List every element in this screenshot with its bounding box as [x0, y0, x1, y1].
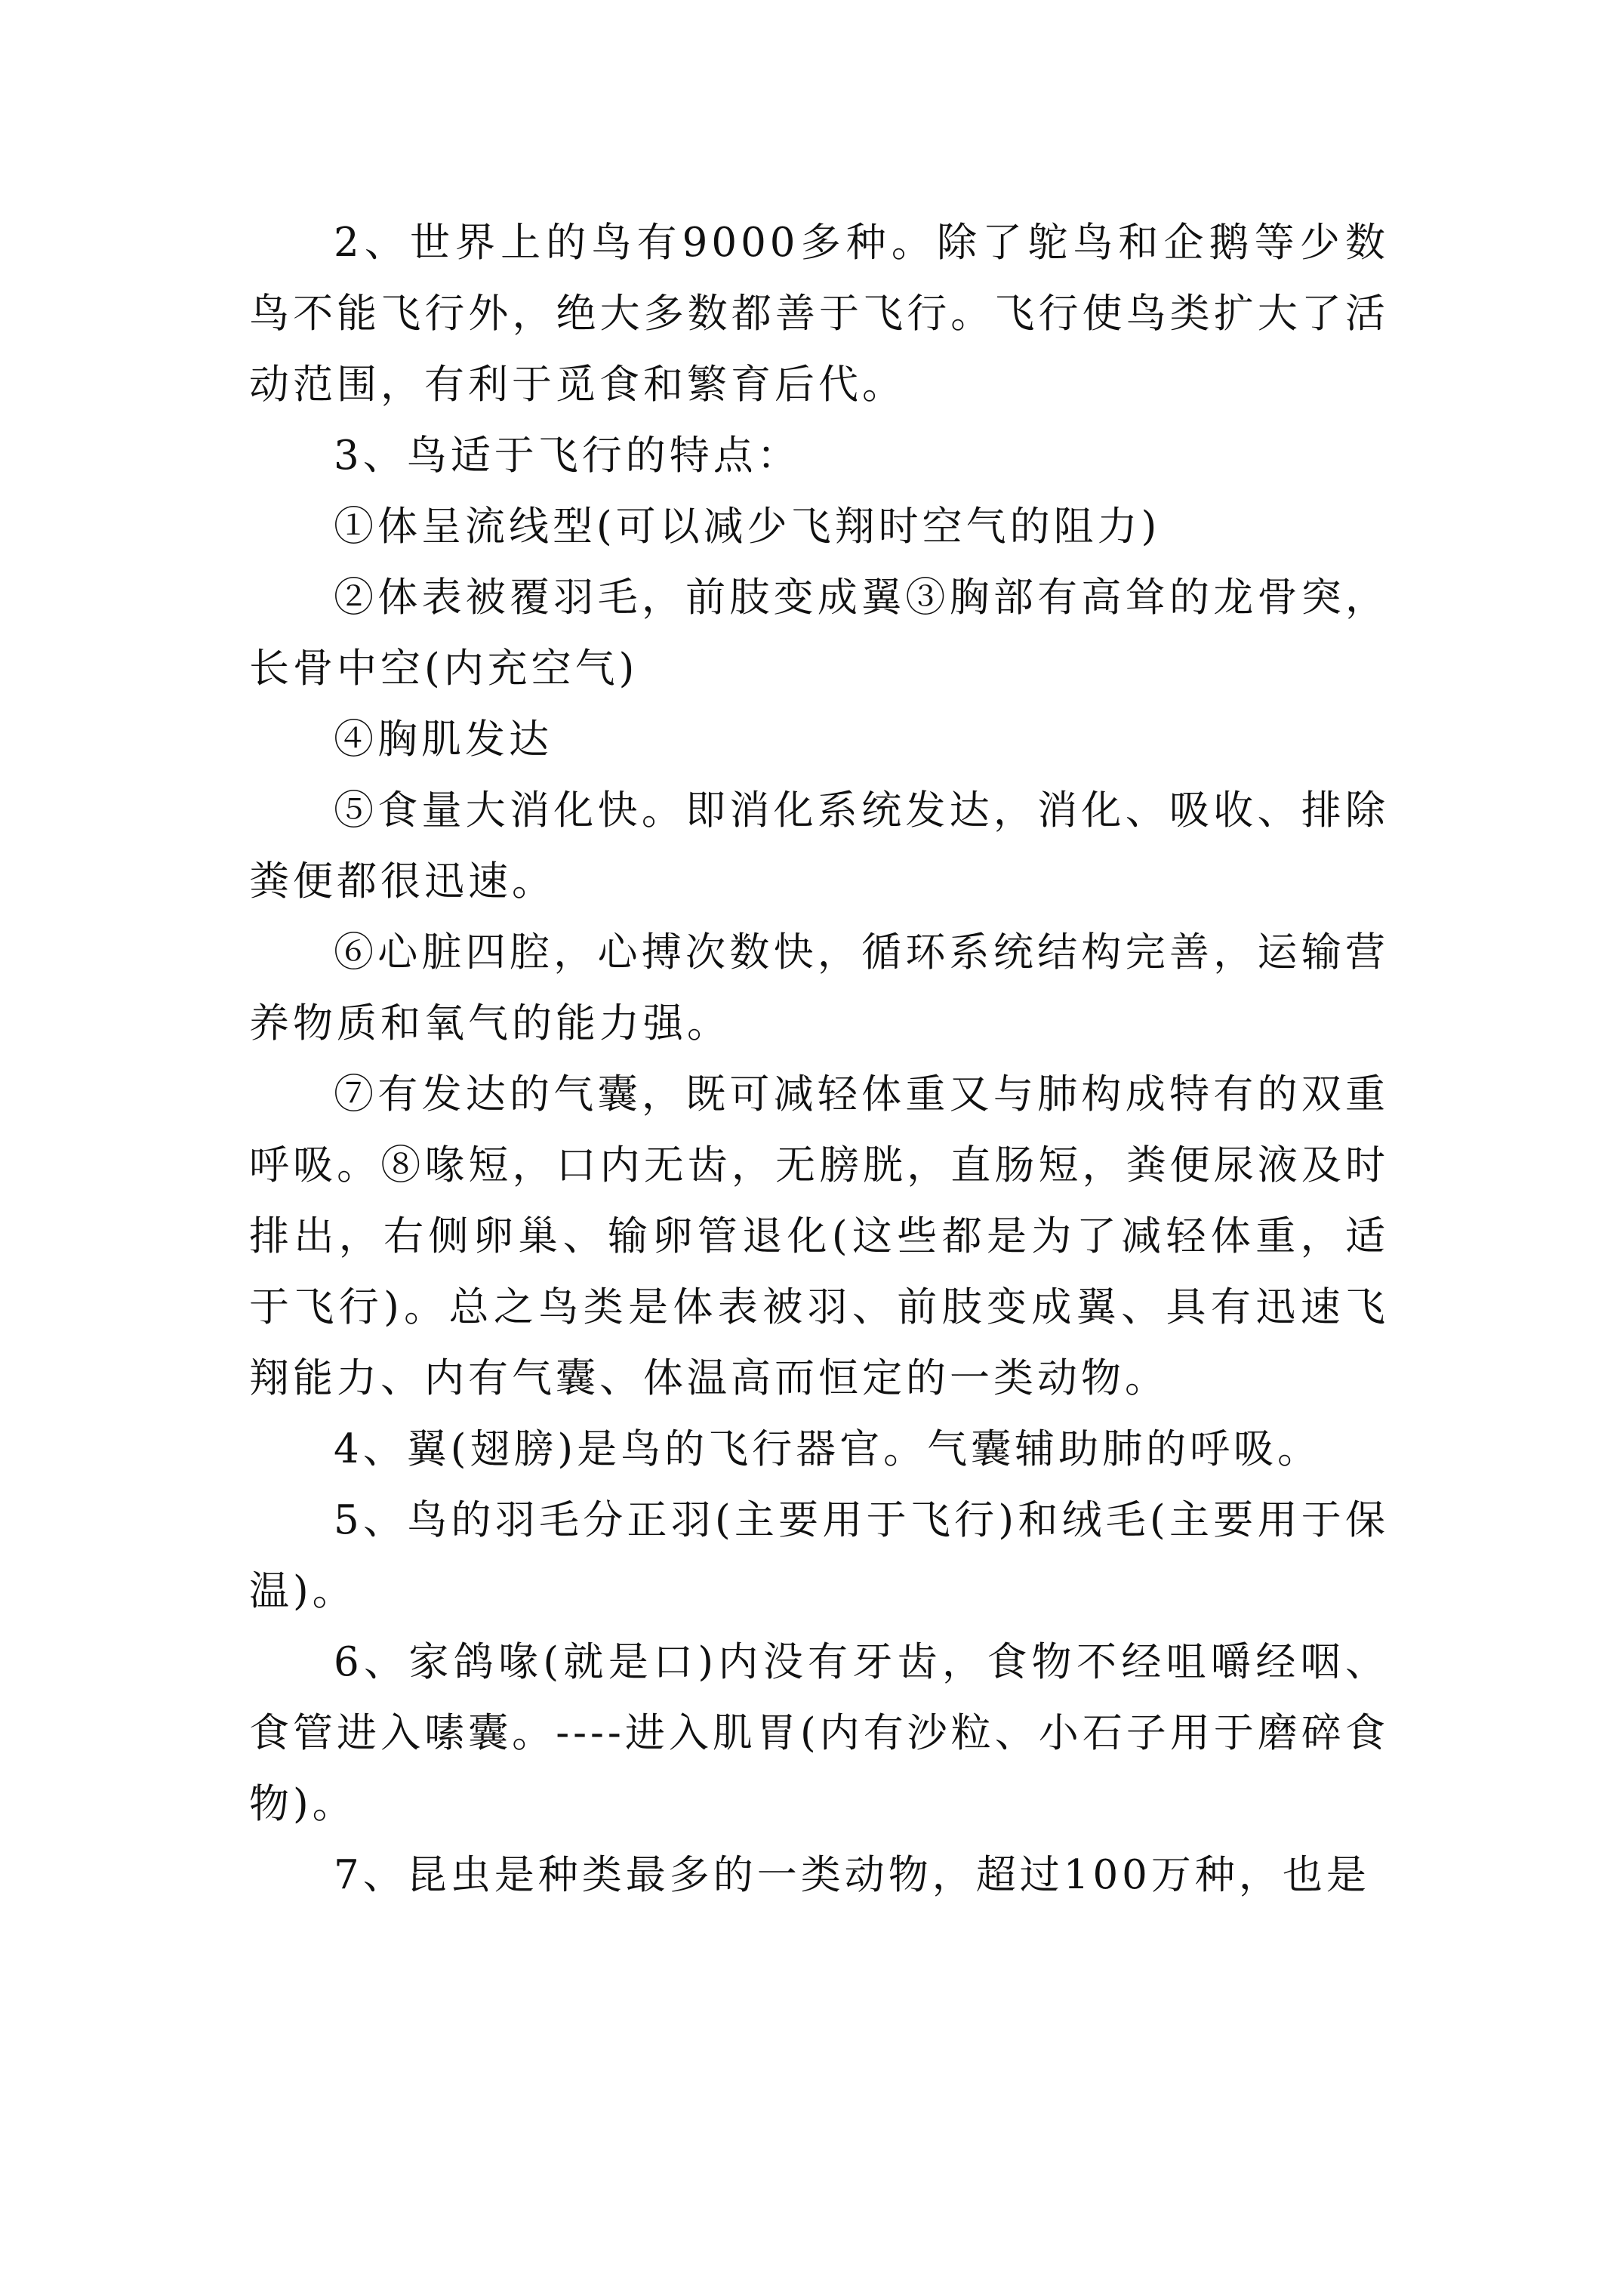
document-body [249, 208, 1389, 1911]
paragraph-insects: 7、昆虫是种类最多的一类动物，超过100万种，也是 [334, 1852, 1370, 1898]
paragraph-wing: 4、翼(翅膀)是鸟的飞行器官。气囊辅助肺的呼吸。 [334, 1426, 1322, 1472]
paragraph-flight-features-heading: 3、鸟适于飞行的特点： [334, 433, 801, 479]
paragraph-feature-5: ⑤食量大消化快。即消化系统发达，消化、吸收、排除粪便都很迅速。 [249, 787, 1389, 905]
paragraph-feathers: 5、鸟的羽毛分正羽(主要用于飞行)和绒毛(主要用于保温)。 [249, 1497, 1389, 1614]
paragraph-pigeon-digestion: 6、家鸽喙(就是口)内没有牙齿，食物不经咀嚼经咽、食管进入嗉囊。----进入肌胃(内有沙粒、小石子用于磨碎食物)。 [249, 1639, 1389, 1827]
paragraph-feature-1: ①体呈流线型(可以减少飞翔时空气的阻力) [334, 504, 1161, 550]
paragraph-feature-6: ⑥心脏四腔，心搏次数快，循环系统结构完善，运输营养物质和氧气的能力强。 [249, 929, 1389, 1046]
paragraph-bird-species: 2、世界上的鸟有9000多种。除了鸵鸟和企鹅等少数鸟不能飞行外，绝大多数都善于飞行。飞行使鸟类扩大了活动范围，有利于觅食和繁育后代。 [249, 220, 1389, 408]
paragraph-feature-2-3: ②体表被覆羽毛，前肢变成翼③胸部有高耸的龙骨突，长骨中空(内充空气) [249, 575, 1389, 692]
paragraph-feature-4: ④胸肌发达 [334, 717, 553, 763]
paragraph-feature-7-8: ⑦有发达的气囊，既可减轻体重又与肺构成特有的双重呼吸。⑧喙短，口内无齿，无膀胱，直肠短，粪便尿液及时排出，右侧卵巢、输卵管退化(这些都是为了减轻体重，适于飞行)。总之鸟类是体表被羽、前肢变成翼、具有迅速飞翔能力、内有气囊、体温高而恒定的一类动物。 [249, 1071, 1389, 1401]
